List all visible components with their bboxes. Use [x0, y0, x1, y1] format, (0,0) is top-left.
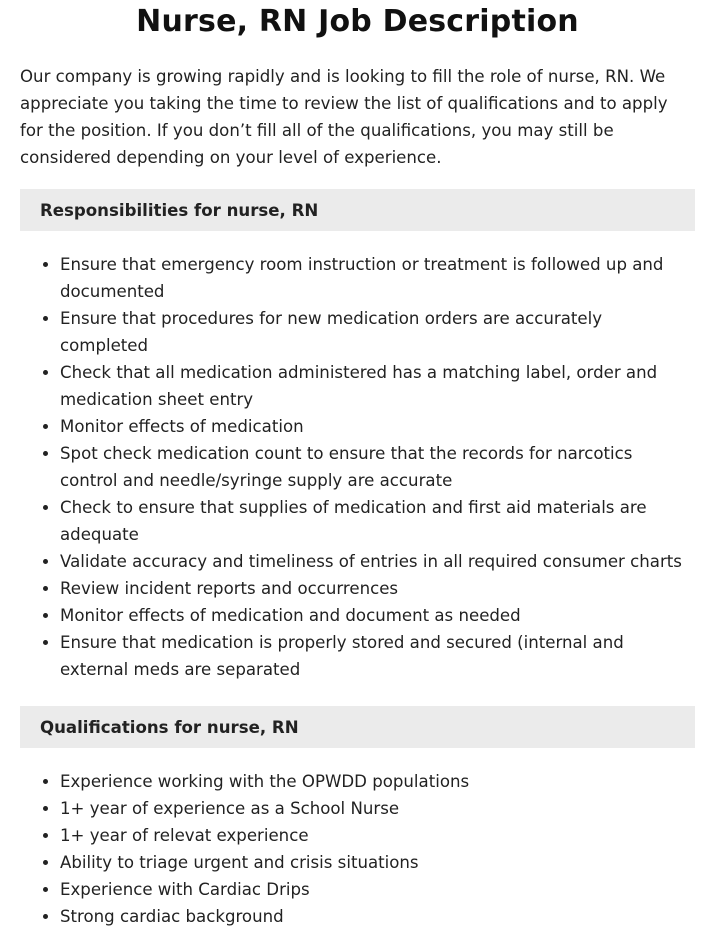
responsibilities-heading: Responsibilities for nurse, RN [20, 189, 695, 231]
list-item: • 1+ year of experience as a School Nurse [60, 795, 695, 822]
list-item: • Experience working with the OPWDD populations [60, 768, 695, 795]
list-item: • Monitor effects of medication and document as needed [60, 602, 695, 629]
list-item: • Ensure that medication is properly stored and secured (internal and external meds are separated [60, 629, 695, 683]
page-title: Nurse, RN Job Description [136, 4, 579, 39]
list-item: • Experience with Cardiac Drips [60, 876, 695, 903]
list-item: • Check to ensure that supplies of medication and first aid materials are adequate [60, 494, 695, 548]
list-item: • Check that all medication administered has a matching label, order and medication sheet entry [60, 359, 695, 413]
list-item: • Monitor effects of medication [60, 413, 695, 440]
qualifications-heading: Qualifications for nurse, RN [20, 706, 695, 748]
list-item: • Spot check medication count to ensure that the records for narcotics control and needle/syringe supply are accurate [60, 440, 695, 494]
list-item: • Validate accuracy and timeliness of entries in all required consumer charts [60, 548, 695, 575]
qualifications-list [20, 768, 695, 930]
list-item: • Strong cardiac background [60, 903, 695, 930]
list-item: • Ability to triage urgent and crisis situations [60, 849, 695, 876]
list-item: • 1+ year of relevat experience [60, 822, 695, 849]
list-item: • Ensure that emergency room instruction or treatment is followed up and documented [60, 251, 695, 305]
intro-paragraph: Our company is growing rapidly and is looking to fill the role of nurse, RN. We appreciate you taking the time to review the list of qualifications and to apply for the position. If you don’t fill all of the qualifications, you may still be considered depending on your level of experience. [20, 67, 668, 167]
list-item: • Ensure that procedures for new medication orders are accurately completed [60, 305, 695, 359]
responsibilities-list [20, 251, 695, 683]
list-item: • Review incident reports and occurrences [60, 575, 695, 602]
